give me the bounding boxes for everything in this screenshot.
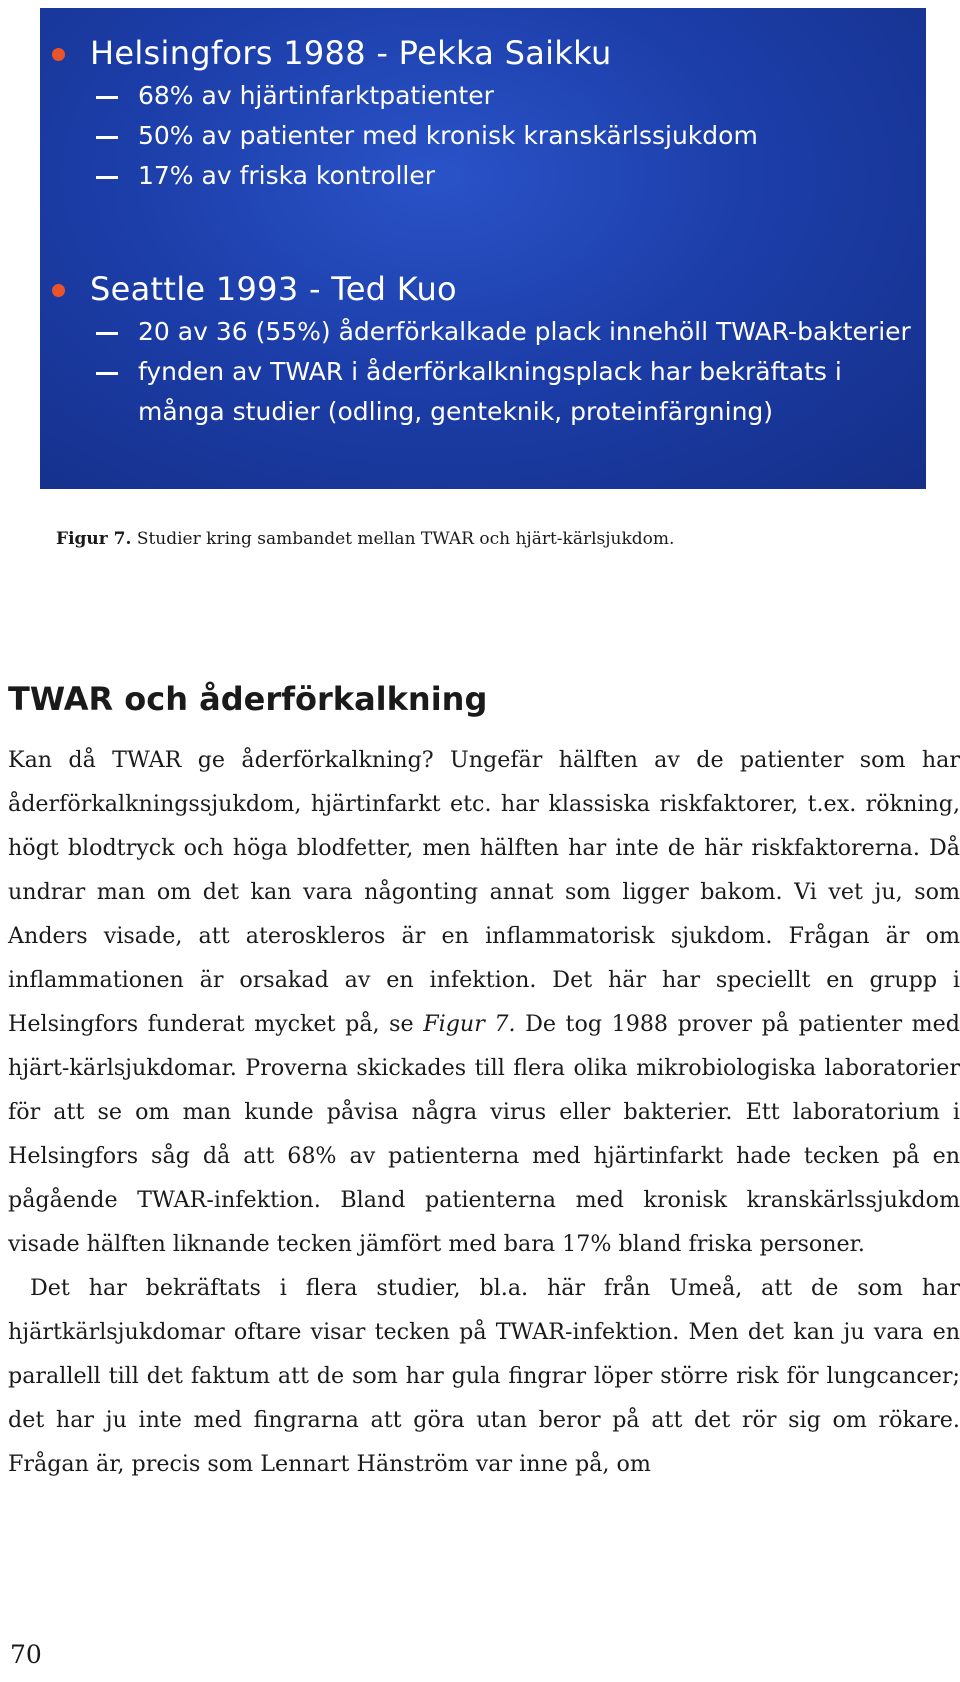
slide-sub-list xyxy=(52,312,916,432)
slide-sub-item xyxy=(96,116,916,156)
bullet-dot-icon xyxy=(52,48,65,61)
slide-sub-text: 50% av patienter med kronisk kranskärlssjukdom xyxy=(138,121,758,150)
slide-group-helsingfors xyxy=(52,30,916,196)
slide-sub-text: 20 av 36 (55%) åderförkalkade plack innehöll TWAR-bakterier xyxy=(138,317,911,346)
paragraph-1-text: Kan då TWAR ge åderförkalkning? Ungefär hälften av de patienter som har åderförkalkningssjukdom, hjärtinfarkt etc. har klassiska riskfaktorer, t.ex. rökning, högt blodtryck och höga blodfetter, men hälften har inte de här riskfaktorerna. Då undrar man om det kan vara någonting annat som ligger bakom. Vi vet ju, som Anders visade, att ateroskleros är en inflammatorisk sjukdom. Frågan är om inflammationen är orsakad av en infektion. Det här har speciellt en grupp i Helsingfors funderat mycket på, se xyxy=(8,747,960,1037)
dash-icon xyxy=(96,96,118,99)
caption-label: Figur 7. xyxy=(56,529,132,549)
dash-icon xyxy=(96,332,118,335)
figure-caption xyxy=(56,529,674,549)
slide-sub-item xyxy=(96,312,916,352)
slide-heading: Helsingfors 1988 - Pekka Saikku xyxy=(90,34,612,72)
body-text xyxy=(8,738,960,1486)
figure-slide xyxy=(40,8,926,489)
dash-icon xyxy=(96,136,118,139)
paragraph-1 xyxy=(8,738,960,1266)
section-heading: TWAR och åderförkalkning xyxy=(8,680,488,718)
slide-heading: Seattle 1993 - Ted Kuo xyxy=(90,270,457,308)
paragraph-1-text-continued: De tog 1988 prover på patienter med hjärt-kärlsjukdomar. Proverna skickades till flera olika mikrobiologiska laboratorier för att se om man kunde påvisa några virus eller bakterier. Ett laboratorium i Helsingfors såg då att 68% av patienterna med hjärtinfarkt hade tecken på en pågående TWAR-infektion. Bland patienterna med kronisk kranskärlssjukdom visade hälften liknande tecken jämfört med bara 17% bland friska personer. xyxy=(8,1011,960,1257)
slide-sub-item xyxy=(96,156,916,196)
figure-reference: Figur 7. xyxy=(423,1011,516,1037)
slide-group-seattle xyxy=(52,266,916,432)
paragraph-2: Det har bekräftats i flera studier, bl.a. här från Umeå, att de som har hjärtkärlsjukdomar oftare visar tecken på TWAR-infektion. Men det kan ju vara en parallell till det faktum att de som har gula fingrar löper större risk för lungcancer; det har ju inte med fingrarna att göra utan beror på att det rör sig om rökare. Frågan är, precis som Lennart Hänström var inne på, om xyxy=(8,1275,960,1477)
slide-sub-text: 17% av friska kontroller xyxy=(138,161,436,190)
bullet-dot-icon xyxy=(52,284,65,297)
caption-text: Studier kring sambandet mellan TWAR och hjärt-kärlsjukdom. xyxy=(136,529,675,549)
slide-sub-item xyxy=(96,352,916,432)
slide-sub-text: fynden av TWAR i åderförkalkningsplack har bekräftats i många studier (odling, genteknik, proteinfärgning) xyxy=(138,357,842,426)
dash-icon xyxy=(96,176,118,179)
slide-sub-item xyxy=(96,76,916,116)
dash-icon xyxy=(96,372,118,375)
slide-sub-list xyxy=(52,76,916,196)
page-number: 70 xyxy=(10,1640,42,1669)
slide-sub-text: 68% av hjärtinfarktpatienter xyxy=(138,81,494,110)
